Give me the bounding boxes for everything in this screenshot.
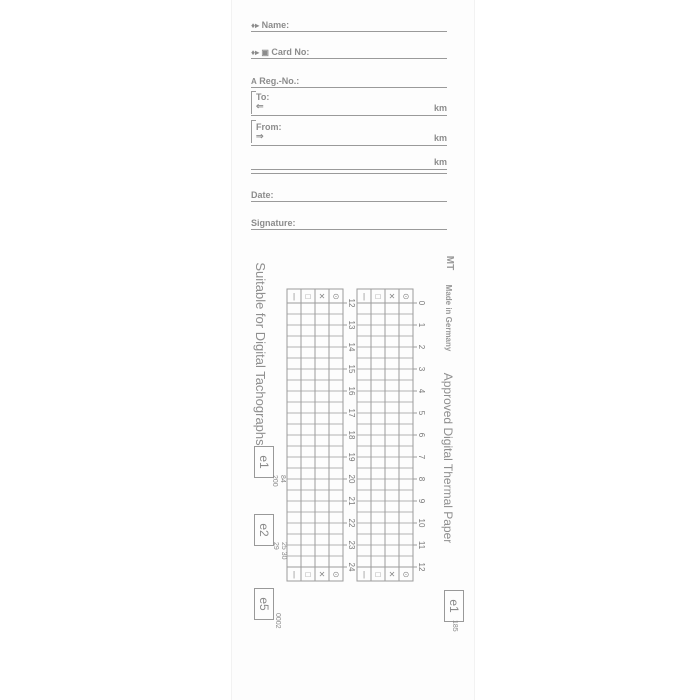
signature-field bbox=[251, 212, 447, 230]
activity-icon: ✕ bbox=[318, 292, 326, 301]
e1-mark-left: e1 bbox=[254, 446, 274, 478]
hour-label: 17 bbox=[346, 408, 356, 418]
manufacturer-logo: MT bbox=[444, 255, 455, 271]
hour-label: 19 bbox=[346, 452, 356, 462]
name-label: Name: bbox=[261, 20, 290, 30]
activity-icon: □ bbox=[375, 570, 381, 579]
driver-icon: ♦▸ bbox=[251, 21, 260, 30]
from-line bbox=[251, 145, 447, 146]
hour-label: 12 bbox=[346, 298, 356, 308]
made-in-germany-text: Made in Germany bbox=[444, 284, 453, 352]
e5-mark: e5 bbox=[254, 588, 274, 620]
activity-icon: ✕ bbox=[388, 292, 396, 301]
name-field bbox=[251, 14, 447, 32]
from-km-label: km bbox=[433, 133, 447, 143]
activity-icon: ⊙ bbox=[332, 570, 340, 579]
from-field bbox=[251, 120, 447, 146]
to-field bbox=[251, 91, 447, 116]
hour-label: 20 bbox=[346, 474, 356, 484]
arrow-left-icon: ⇐ bbox=[256, 101, 264, 111]
hour-label: 2 bbox=[416, 344, 426, 350]
hour-label: 10 bbox=[416, 518, 426, 528]
card-no-field bbox=[251, 41, 447, 59]
reg-no-field bbox=[251, 70, 447, 88]
signature-label: Signature: bbox=[251, 218, 296, 228]
hour-label: 14 bbox=[346, 342, 356, 352]
activity-icon: | bbox=[292, 292, 296, 301]
date-line bbox=[251, 201, 447, 202]
hour-label: 6 bbox=[416, 432, 426, 438]
activity-icon: ⊙ bbox=[402, 570, 410, 579]
activity-icon: □ bbox=[305, 570, 311, 579]
to-km-label: km bbox=[433, 103, 447, 113]
total-line-1 bbox=[251, 169, 447, 170]
e2-code: 25 30 29 bbox=[272, 542, 287, 560]
name-line bbox=[251, 31, 447, 32]
total-line-2 bbox=[251, 173, 447, 174]
hour-label: 15 bbox=[346, 364, 356, 374]
hour-label: 18 bbox=[346, 430, 356, 440]
hour-label: 22 bbox=[346, 518, 356, 528]
e1-mark-right: e1 bbox=[444, 590, 464, 622]
hour-label: 1 bbox=[416, 322, 426, 328]
reg-no-label: Reg.-No.: bbox=[259, 76, 300, 86]
to-line bbox=[251, 115, 447, 116]
e2-mark: e2 bbox=[254, 514, 274, 546]
hour-label: 8 bbox=[416, 476, 426, 482]
card-no-line bbox=[251, 58, 447, 59]
activity-icon: | bbox=[292, 570, 296, 579]
suitable-text: Suitable for Digital Tachographs bbox=[253, 262, 268, 446]
hour-label: 13 bbox=[346, 320, 356, 330]
hour-label: 7 bbox=[416, 454, 426, 460]
hour-label: 0 bbox=[416, 300, 426, 306]
hour-label: 5 bbox=[416, 410, 426, 416]
total-km-label: km bbox=[433, 157, 447, 167]
card-no-label: Card No: bbox=[271, 47, 310, 57]
hour-label: 23 bbox=[346, 540, 356, 550]
date-label: Date: bbox=[251, 190, 274, 200]
hour-label: 9 bbox=[416, 498, 426, 504]
activity-icon: ⊙ bbox=[402, 292, 410, 301]
arrow-right-icon: ⇒ bbox=[256, 131, 264, 141]
hour-label: 11 bbox=[416, 540, 426, 550]
approved-text: Approved Digital Thermal Paper bbox=[441, 372, 455, 544]
activity-grid-right bbox=[353, 285, 433, 615]
date-field bbox=[251, 184, 447, 202]
activity-icon: □ bbox=[305, 292, 311, 301]
hour-label: 3 bbox=[416, 366, 426, 372]
hour-label: 16 bbox=[346, 386, 356, 396]
activity-icon: | bbox=[362, 292, 366, 301]
e1-right-code: 185 bbox=[451, 620, 458, 632]
e1-left-code: 84 200 bbox=[271, 475, 286, 487]
vehicle-icon: A bbox=[251, 77, 257, 86]
e5-code: 0002 bbox=[274, 613, 281, 629]
from-label: From: bbox=[256, 122, 282, 132]
activity-icon: | bbox=[362, 570, 366, 579]
activity-grid-left bbox=[283, 285, 366, 615]
reg-no-line bbox=[251, 87, 447, 88]
hour-label: 24 bbox=[346, 562, 356, 572]
activity-icon: ⊙ bbox=[332, 292, 340, 301]
total-km-field bbox=[251, 154, 447, 174]
hour-label: 21 bbox=[346, 496, 356, 506]
activity-icon: □ bbox=[375, 292, 381, 301]
hour-label: 12 bbox=[416, 562, 426, 572]
activity-icon: ✕ bbox=[388, 570, 396, 579]
card-icon: ♦▸ ▣ bbox=[251, 48, 269, 57]
hour-label: 4 bbox=[416, 388, 426, 394]
to-label: To: bbox=[256, 92, 270, 102]
signature-line bbox=[251, 229, 447, 230]
activity-icon: ✕ bbox=[318, 570, 326, 579]
